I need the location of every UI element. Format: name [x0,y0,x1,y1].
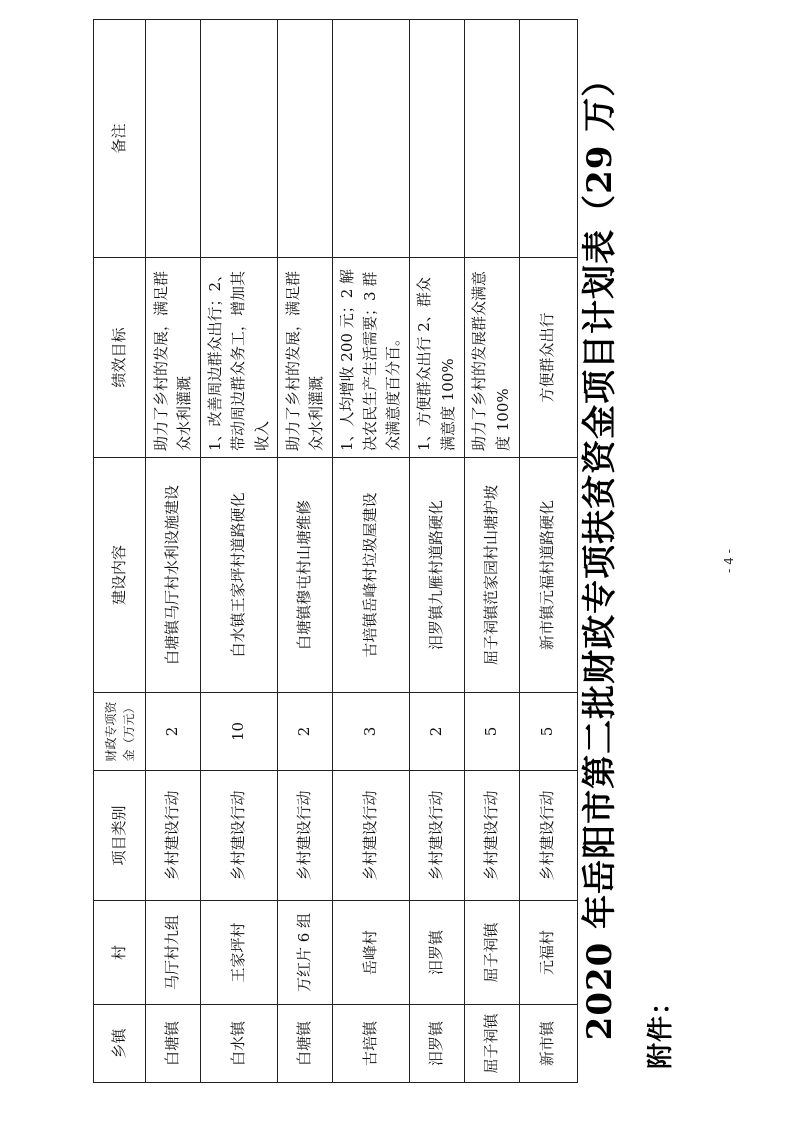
header-remark: 备注 [94,20,146,258]
cell-content: 白水镇王家坪村道路硬化 [201,458,278,693]
cell-village: 万红片 6 组 [277,901,332,1005]
table-row [409,20,464,1083]
cell-goal: 1、方便群众出行 2、群众满意度 100% [409,258,464,458]
attachment-label: 附件： [646,987,676,1069]
cell-town: 白塘镇 [277,1005,332,1083]
cell-category: 乡村建设行动 [146,771,201,901]
cell-funds: 3 [332,693,409,771]
cell-remark [332,20,409,258]
cell-remark [146,20,201,258]
project-plan-table [93,19,578,1083]
table-row [146,20,201,1083]
header-goal: 绩效目标 [94,258,146,458]
cell-goal: 方便群众出行 [519,258,577,458]
cell-category: 乡村建设行动 [201,771,278,901]
cell-town: 屈子祠镇 [464,1005,519,1083]
table-row [464,20,519,1083]
header-category: 项目类别 [94,771,146,901]
cell-content: 新市镇元福村道路硬化 [519,458,577,693]
cell-remark [519,20,577,258]
cell-town: 古培镇 [332,1005,409,1083]
cell-remark [277,20,332,258]
header-village: 村 [94,901,146,1005]
table-row [201,20,278,1083]
cell-village: 汨罗镇 [409,901,464,1005]
cell-funds: 5 [519,693,577,771]
header-content: 建设内容 [94,458,146,693]
table-header-row [94,20,146,1083]
cell-funds: 5 [464,693,519,771]
cell-remark [409,20,464,258]
header-town: 乡镇 [94,1005,146,1083]
header-funds: 财政专项资金（万元） [94,693,146,771]
cell-remark [464,20,519,258]
cell-category: 乡村建设行动 [464,771,519,901]
page-number: - 4 - [722,549,736,573]
page-title: 2020 年岳阳市第二批财政专项扶贫资金项目计划表（29 万） [580,61,620,1041]
cell-village: 马厅村九组 [146,901,201,1005]
cell-goal: 1、改善周边群众出行；2、带动周边群众务工，增加其收入 [201,258,278,458]
cell-village: 屈子祠镇 [464,901,519,1005]
cell-village: 王家坪村 [201,901,278,1005]
cell-funds: 2 [277,693,332,771]
cell-category: 乡村建设行动 [332,771,409,901]
cell-content: 汨罗镇九雁村道路硬化 [409,458,464,693]
table-row [277,20,332,1083]
table-row [332,20,409,1083]
cell-category: 乡村建设行动 [409,771,464,901]
cell-village: 元福村 [519,901,577,1005]
cell-village: 岳峰村 [332,901,409,1005]
cell-town: 新市镇 [519,1005,577,1083]
cell-category: 乡村建设行动 [519,771,577,901]
cell-town: 汨罗镇 [409,1005,464,1083]
cell-goal: 助力了乡村的发展群众满意度 100% [464,258,519,458]
cell-town: 白水镇 [201,1005,278,1083]
cell-content: 屈子祠镇范家园村山塘护坡 [464,458,519,693]
cell-goal: 1、人均增收 200 元；2 解决农民生产生活需要；3 群众满意度百分百。 [332,258,409,458]
cell-funds: 2 [409,693,464,771]
cell-goal: 助力了乡村的发展，满足群众水利灌溉 [146,258,201,458]
cell-content: 白塘镇马厅村水利设施建设 [146,458,201,693]
cell-town: 白塘镇 [146,1005,201,1083]
cell-remark [201,20,278,258]
cell-content: 白塘镇穆屯村山塘维修 [277,458,332,693]
cell-funds: 10 [201,693,278,771]
cell-funds: 2 [146,693,201,771]
cell-goal: 助力了乡村的发展，满足群众水利灌溉 [277,258,332,458]
cell-content: 古培镇岳峰村垃圾屋建设 [332,458,409,693]
cell-category: 乡村建设行动 [277,771,332,901]
table-row [519,20,577,1083]
